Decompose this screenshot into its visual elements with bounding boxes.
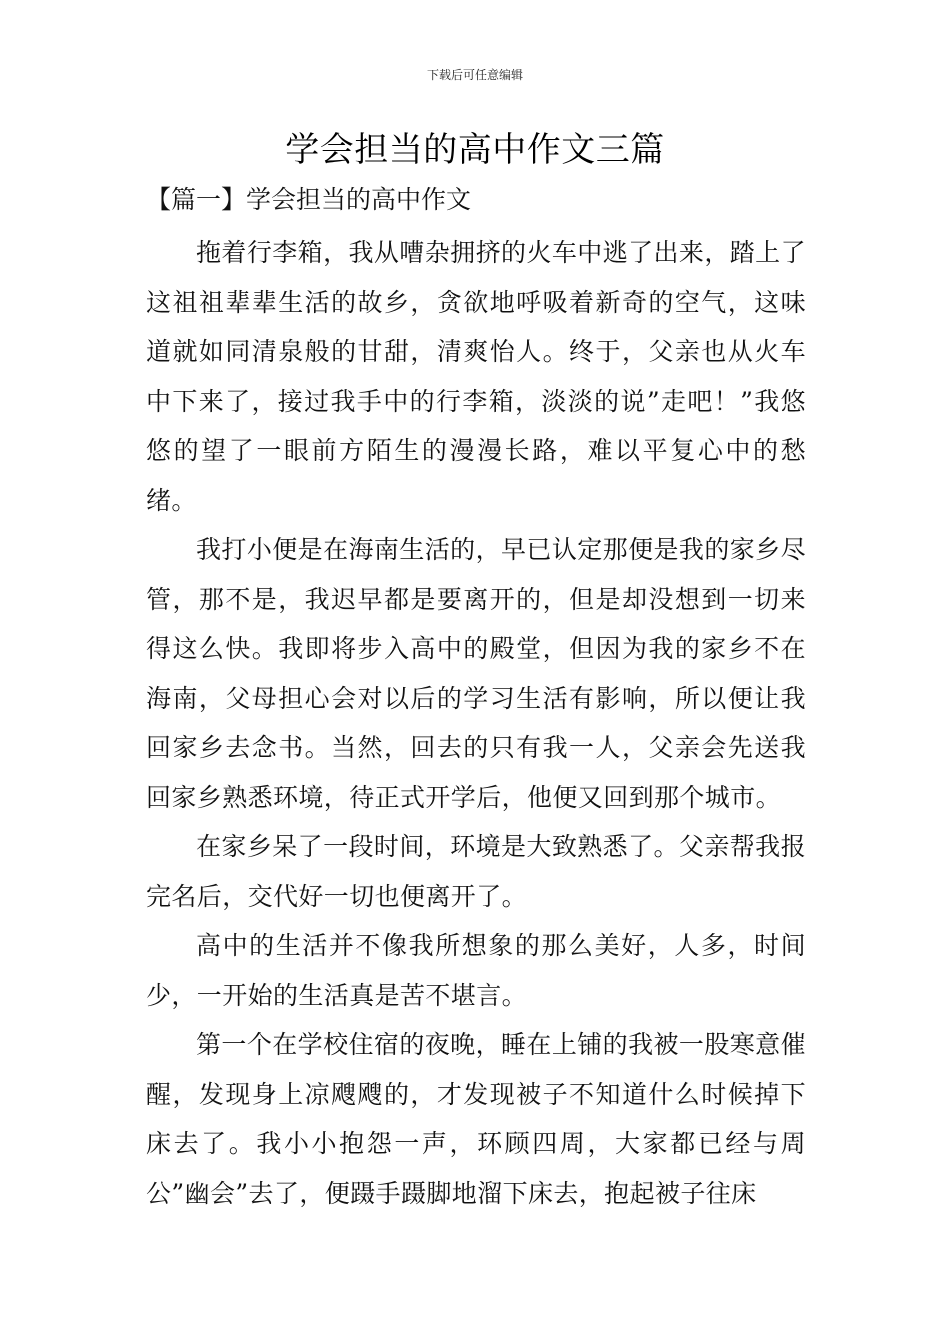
paragraph-2: 我打小便是在海南生活的，早已认定那便是我的家乡尽管，那不是，我迟早都是要离开的，但是却没想到一切来得这么快。我即将步入高中的殿堂，但因为我的家乡不在海南，父母担心会对以后的学习生活有影响，所以便让我回家乡去念书。当然，回去的只有我一人，父亲会先送我回家乡熟悉环境，待正式开学后，他便又回到那个城市。	[146, 535, 806, 812]
article-body	[146, 228, 806, 1218]
paragraph-4: 高中的生活并不像我所想象的那么美好，人多，时间少，一开始的生活真是苦不堪言。	[146, 931, 806, 1010]
page-header-note: 下载后可任意编辑	[426, 68, 523, 82]
section-heading: 【篇一】学会担当的高中作文	[146, 185, 472, 214]
paragraph-1: 拖着行李箱，我从嘈杂拥挤的火车中逃了出来，踏上了这祖祖辈辈生活的故乡，贪欲地呼吸着新奇的空气，这味道就如同清泉般的甘甜，清爽怡人。终于，父亲也从火车中下来了，接过我手中的行李箱，淡淡的说”走吧！”我悠悠的望了一眼前方陌生的漫漫长路，难以平复心中的愁绪。	[146, 238, 806, 515]
document-title: 学会担当的高中作文三篇	[285, 130, 665, 170]
paragraph-5: 第一个在学校住宿的夜晚，睡在上铺的我被一股寒意催醒，发现身上凉飕飕的，才发现被子不知道什么时候掉下床去了。我小小抱怨一声，环顾四周，大家都已经与周公”幽会”去了，便蹑手蹑脚地溜下床去，抱起被子往床	[146, 1030, 806, 1208]
paragraph-3: 在家乡呆了一段时间，环境是大致熟悉了。父亲帮我报完名后，交代好一切也便离开了。	[146, 832, 806, 911]
